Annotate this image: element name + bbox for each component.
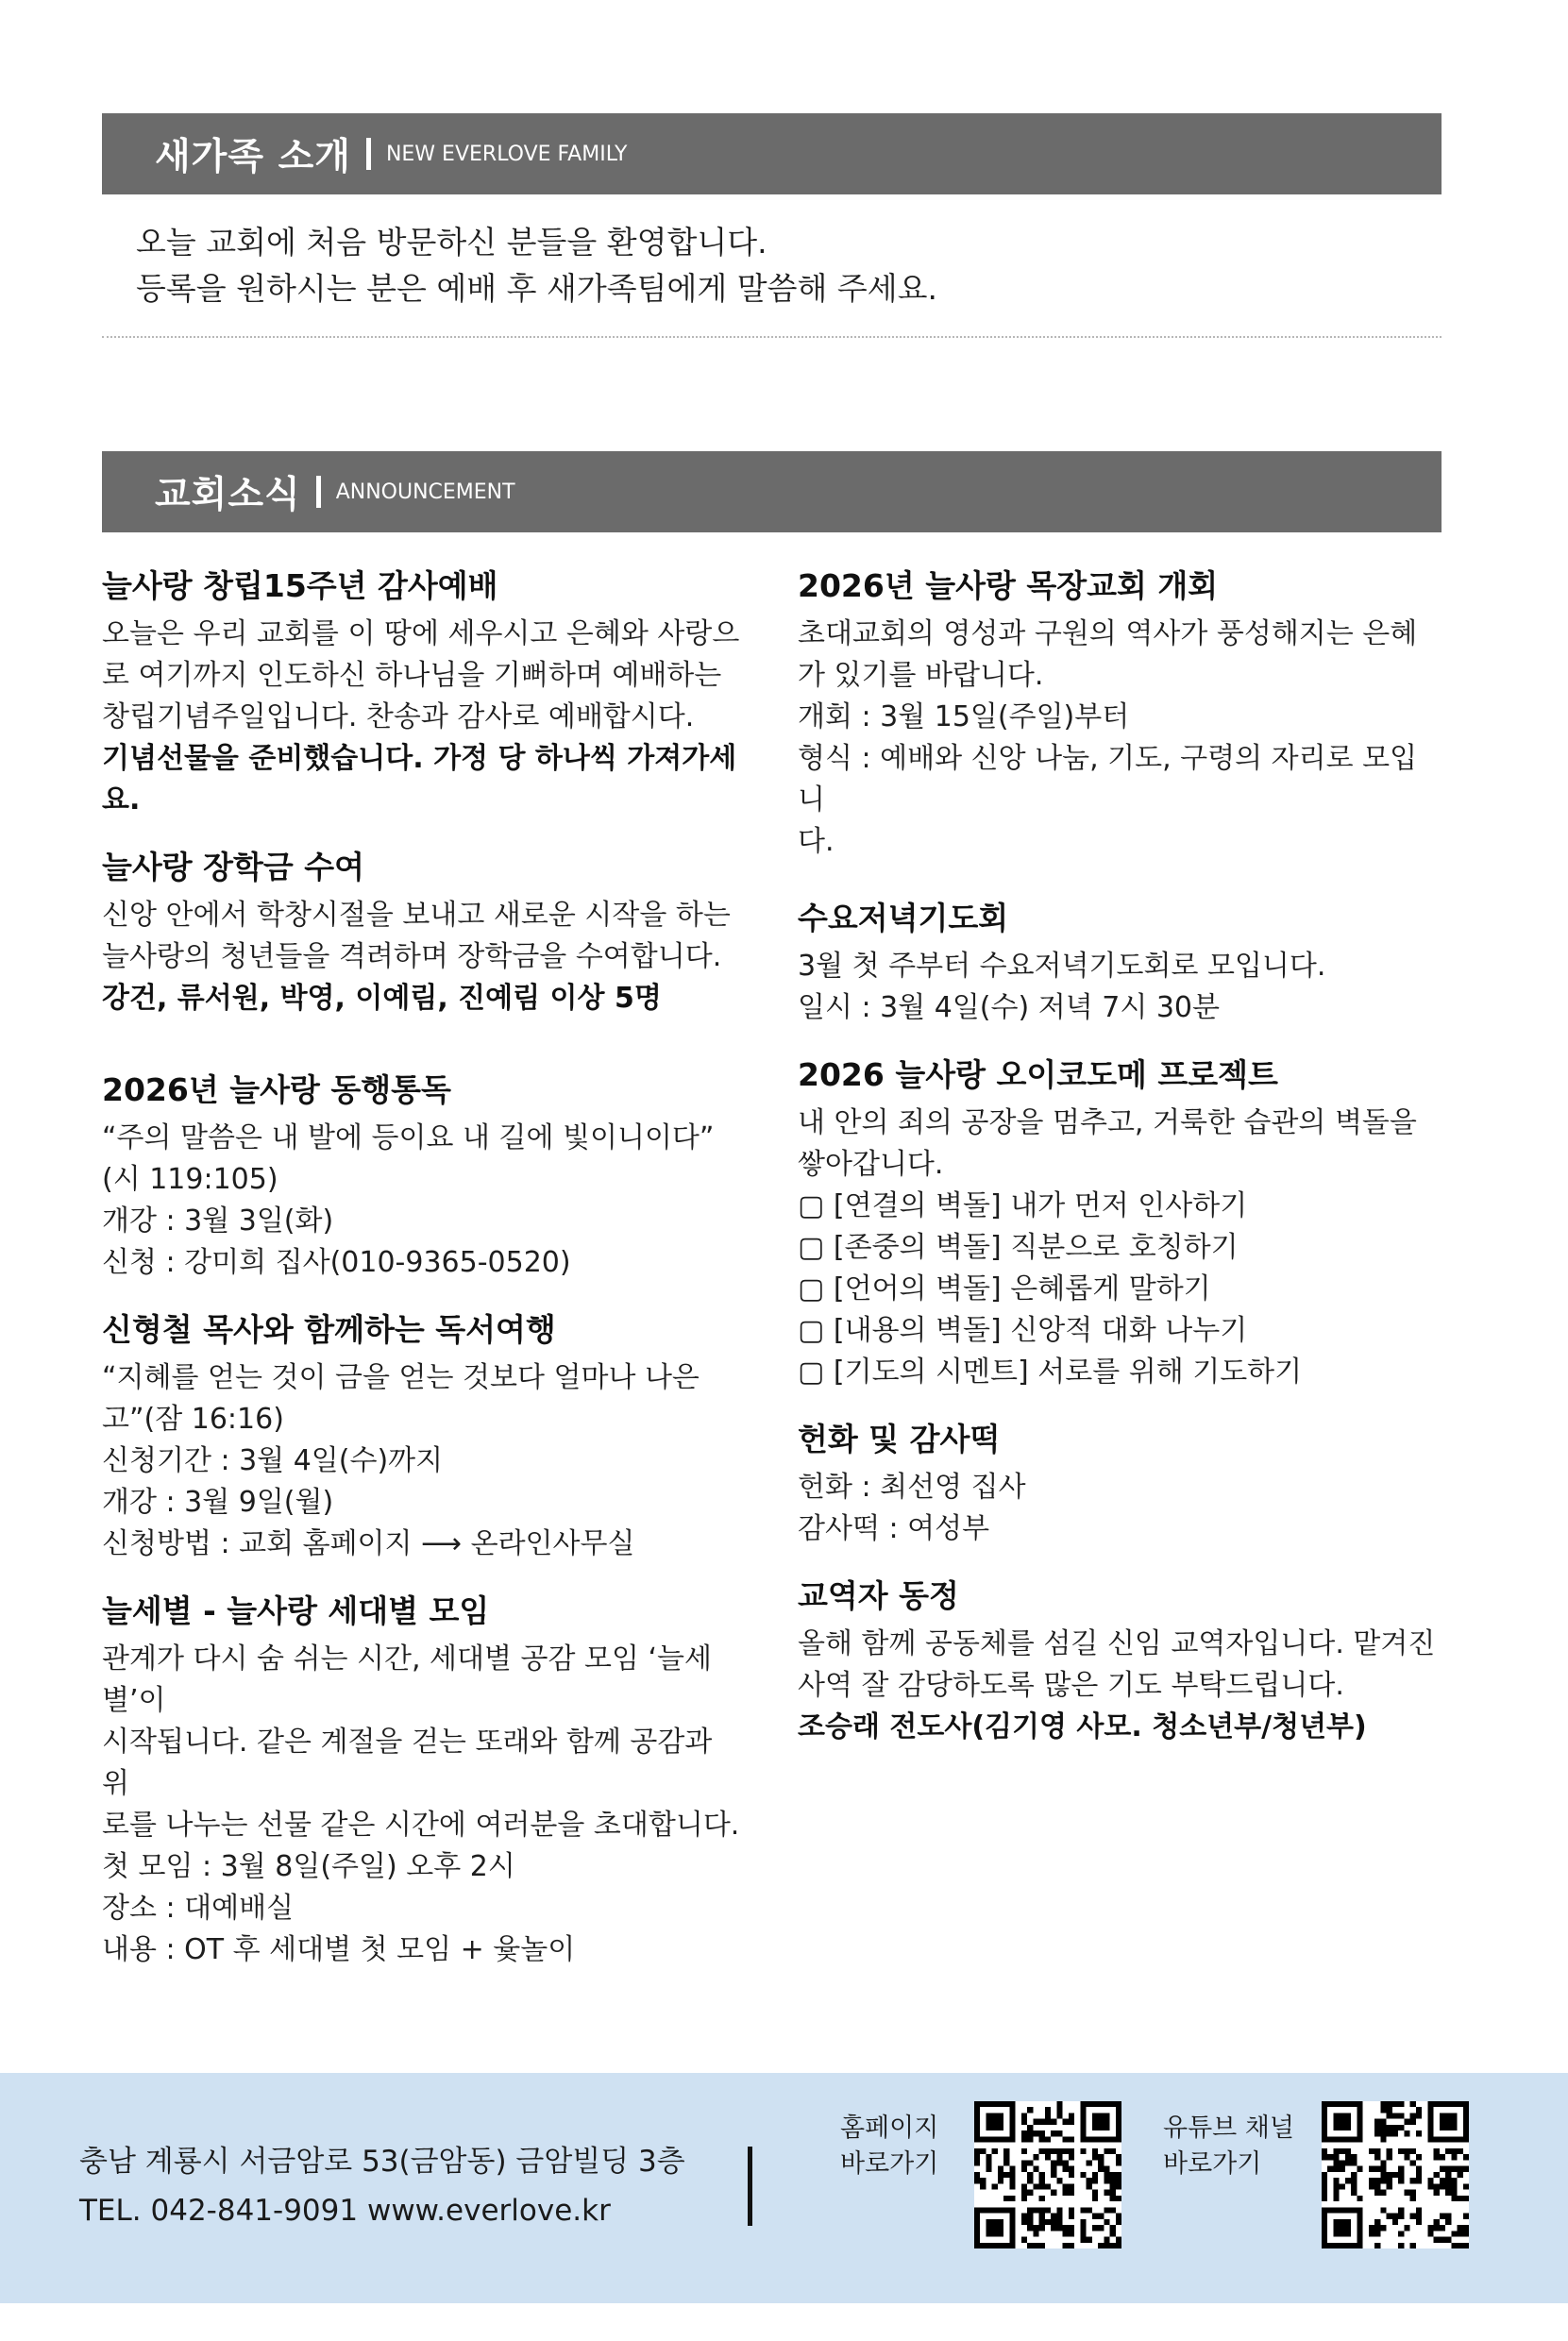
dotted-divider: [102, 336, 1442, 338]
announcement-item-title: 수요저녁기도회: [798, 900, 1009, 936]
announcement-item-line: (시 119:105): [102, 1163, 278, 1196]
homepage-qr-code[interactable]: [974, 2101, 1121, 2248]
announcement-item: [798, 1053, 1440, 1393]
qr-code-icon: [1322, 2101, 1469, 2248]
announcement-item: [798, 564, 1440, 863]
announcement-item-line: 쌓아갑니다.: [798, 1148, 944, 1181]
announcement-item-line: 신청기간 : 3월 4일(수)까지: [102, 1444, 444, 1477]
announcement-item-line: 감사떡 : 여성부: [798, 1512, 990, 1545]
homepage-label-line: 홈페이지: [840, 2114, 939, 2143]
announcement-item: [798, 1418, 1440, 1550]
announcement-item-line: 신청 : 강미희 집사(010-9365-0520): [102, 1246, 571, 1279]
announcement-item: [798, 1575, 1440, 1748]
new-family-title: 새가족 소개: [155, 136, 351, 178]
announcement-item-line: 신앙 안에서 학창시절을 보내고 새로운 시작을 하는: [102, 899, 731, 932]
announcement-item-line: 내용 : OT 후 세대별 첫 모임 + 윷놀이: [102, 1933, 576, 1966]
footer-address: 충남 계룡시 서금암로 53(금암동) 금암빌딩 3층: [79, 2145, 685, 2179]
announcement-item-emphasis: 조승래 전도사(김기영 사모. 청소년부/청년부): [798, 1710, 1367, 1743]
announcement-item-title: 헌화 및 감사떡: [798, 1421, 1001, 1457]
footer-contact: TEL. 042-841-9091 www.everlove.kr: [79, 2194, 611, 2228]
announcement-item-title: 2026년 늘사랑 동행통독: [102, 1071, 451, 1108]
announcement-item-line: ▢ [내용의 벽돌] 신앙적 대화 나누기: [798, 1314, 1248, 1347]
announcement-item-line: 고”(잠 16:16): [102, 1403, 284, 1436]
announcement-item-line: “주의 말씀은 내 발에 등이요 내 길에 빛이니이다”: [102, 1121, 715, 1154]
announcement-item: [798, 897, 1440, 1029]
announcement-item-line: 늘사랑의 청년들을 격려하며 장학금을 수여합니다.: [102, 940, 722, 973]
footer-address-block: [79, 2137, 685, 2235]
intro-line: 오늘 교회에 처음 방문하신 분들을 환영합니다.: [136, 224, 767, 261]
announcement-item-line: 가 있기를 바랍니다.: [798, 659, 1044, 692]
announcement-item-line: 창립기념주일입니다. 찬송과 감사로 예배합시다.: [102, 700, 695, 733]
announcement-item-line: 일시 : 3월 4일(수) 저녁 7시 30분: [798, 991, 1220, 1024]
announcement-item-line: ▢ [기도의 시멘트] 서로를 위해 기도하기: [798, 1356, 1303, 1389]
announcement-item-title: 2026년 늘사랑 목장교회 개회: [798, 567, 1219, 604]
announcement-item-title: 2026 늘사랑 오이코도메 프로젝트: [798, 1056, 1278, 1093]
announcement-item-emphasis: 기념선물을 준비했습니다. 가정 당 하나씩 가져가세요.: [102, 742, 737, 817]
footer-divider: [748, 2147, 752, 2226]
announcement-item-line: 로를 나누는 선물 같은 시간에 여러분을 초대합니다.: [102, 1809, 740, 1842]
announcement-item-line: ▢ [존중의 벽돌] 직분으로 호칭하기: [798, 1231, 1239, 1264]
announcement-item-line: 시작됩니다. 같은 계절을 걷는 또래와 함께 공감과 위: [102, 1726, 713, 1800]
new-family-intro: [136, 219, 937, 312]
announcement-column-right: [798, 564, 1440, 1773]
announcement-item-line: 관계가 다시 숨 쉬는 시간, 세대별 공감 모임 ‘늘세별’이: [102, 1642, 712, 1717]
announcement-item: [102, 1590, 744, 1971]
announcement-header: [102, 451, 1442, 532]
announcement-title: 교회소식: [155, 474, 301, 516]
announcement-item-line: 초대교회의 영성과 구원의 역사가 풍성해지는 은혜: [798, 617, 1418, 650]
announcement-item-line: 3월 첫 주부터 수요저녁기도회로 모입니다.: [798, 950, 1326, 983]
announcement-item-line: 형식 : 예배와 신앙 나눔, 기도, 구령의 자리로 모입니: [798, 742, 1418, 817]
homepage-label: [840, 2111, 938, 2182]
announcement-item-line: 신청방법 : 교회 홈페이지 ⟶ 온라인사무실: [102, 1527, 635, 1560]
announcement-item-line: 개강 : 3월 9일(월): [102, 1486, 334, 1519]
announcement-item-line: ▢ [연결의 벽돌] 내가 먼저 인사하기: [798, 1189, 1248, 1222]
announcement-item-line: “지혜를 얻는 것이 금을 얻는 것보다 얼마나 나은: [102, 1361, 700, 1394]
intro-line: 등록을 원하시는 분은 예배 후 새가족팀에게 말씀해 주세요.: [136, 270, 937, 307]
announcement-item-line: 헌화 : 최선영 집사: [798, 1471, 1026, 1504]
announcement-item-emphasis: 강건, 류서원, 박영, 이예림, 진예림 이상 5명: [102, 982, 662, 1015]
new-family-subtitle: NEW EVERLOVE FAMILY: [385, 142, 628, 166]
youtube-label: [1163, 2111, 1294, 2182]
qr-code-icon: [974, 2101, 1121, 2248]
announcement-item: [102, 846, 744, 1019]
announcement-item: [102, 1069, 744, 1284]
announcement-item-line: 첫 모임 : 3월 8일(주일) 오후 2시: [102, 1850, 515, 1883]
announcement-item-line: 개강 : 3월 3일(화): [102, 1204, 334, 1238]
announcement-item-title: 늘사랑 장학금 수여: [102, 849, 365, 885]
announcement-item-line: 사역 잘 감당하도록 많은 기도 부탁드립니다.: [798, 1669, 1344, 1702]
announcement-item-line: 오늘은 우리 교회를 이 땅에 세우시고 은혜와 사랑으: [102, 617, 740, 650]
homepage-label-line: 바로가기: [840, 2149, 939, 2179]
announcement-item-title: 교역자 동정: [798, 1577, 959, 1614]
announcement-item-line: ▢ [언어의 벽돌] 은혜롭게 말하기: [798, 1272, 1211, 1305]
youtube-qr-code[interactable]: [1322, 2101, 1469, 2248]
announcement-item-line: 장소 : 대예배실: [102, 1892, 295, 1925]
announcement-item-title: 늘사랑 창립15주년 감사예배: [102, 567, 498, 604]
announcement-item-title: 늘세별 - 늘사랑 세대별 모임: [102, 1592, 490, 1629]
announcement-item-line: 내 안의 죄의 공장을 멈추고, 거룩한 습관의 벽돌을: [798, 1106, 1417, 1139]
announcement-subtitle: ANNOUNCEMENT: [335, 480, 515, 504]
announcement-item-line: 올해 함께 공동체를 섬길 신임 교역자입니다. 맡겨진: [798, 1627, 1436, 1660]
youtube-label-line: 바로가기: [1163, 2149, 1262, 2179]
announcement-item-line: 개회 : 3월 15일(주일)부터: [798, 700, 1130, 733]
announcement-item-line: 다.: [798, 825, 835, 858]
announcement-column-left: [102, 564, 744, 1996]
header-divider: [316, 476, 321, 508]
announcement-item: [102, 1308, 744, 1565]
announcement-item-title: 신형철 목사와 함께하는 독서여행: [102, 1311, 556, 1348]
youtube-label-line: 유튜브 채널: [1163, 2114, 1294, 2143]
announcement-item-line: 로 여기까지 인도하신 하나님을 기뻐하며 예배하는: [102, 659, 722, 692]
header-divider: [366, 138, 371, 170]
new-family-header: [102, 113, 1442, 194]
footer: [0, 2073, 1568, 2303]
announcement-item: [102, 564, 744, 821]
